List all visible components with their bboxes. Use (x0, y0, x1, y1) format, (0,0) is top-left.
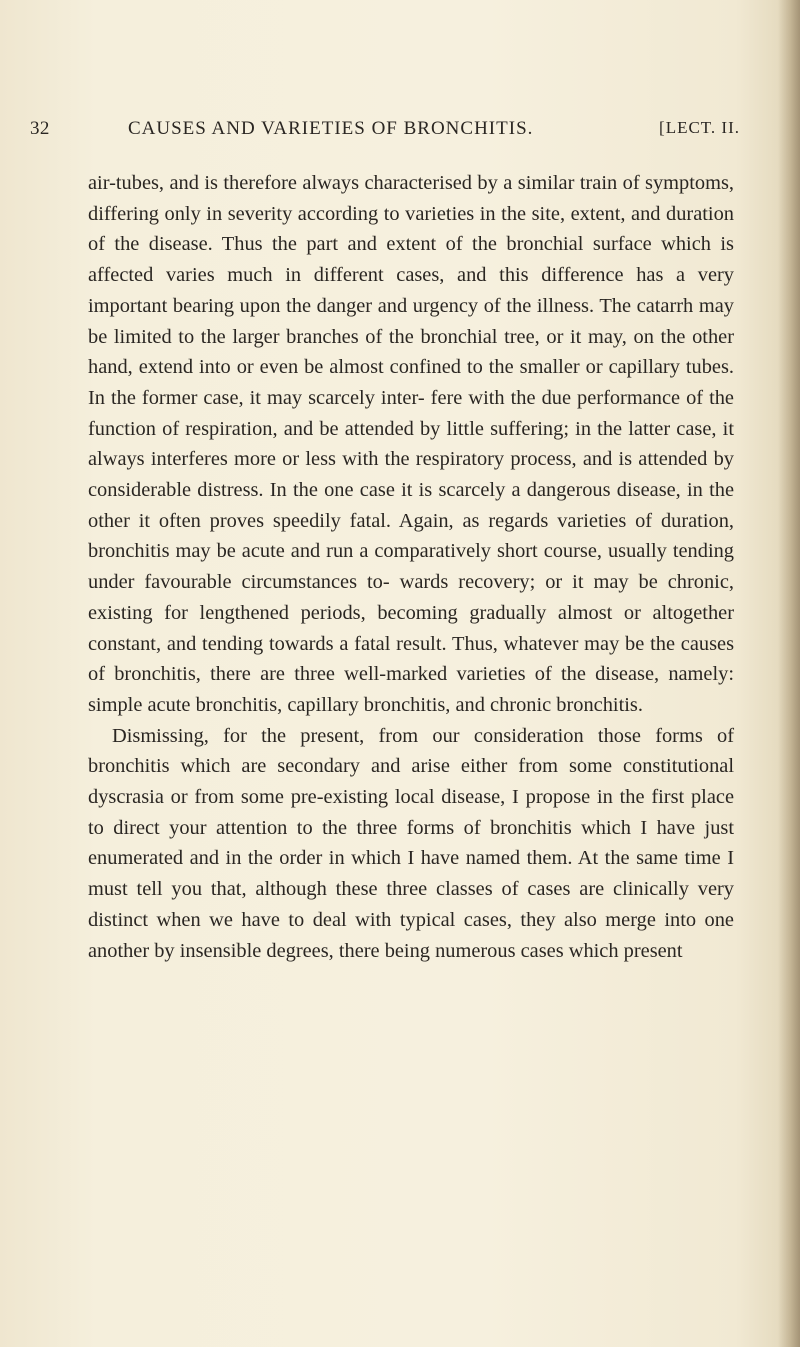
lecture-reference: [LECT. II. (659, 118, 740, 137)
running-title: CAUSES AND VARIETIES OF BRONCHITIS. (128, 118, 534, 139)
body-text (88, 168, 734, 966)
page-number: 32 (30, 118, 50, 139)
running-header (30, 118, 740, 146)
paragraph-2: Dismissing, for the present, from our consideration those forms of bronchitis which are secondary and arise either from some constitutional dyscrasia or from some pre-existing local disease, I propose in the first place to direct your attention to the three forms of bronchitis which I have just enumerated and in the order in which I have named them. At the same time I must tell you that, although these three classes of cases are clinically very distinct when we have to deal with typical cases, they also merge into one another by insensible degrees, there being numerous cases which present (88, 724, 734, 962)
paragraph-1: air-tubes, and is therefore always characterised by a similar train of symptoms, differing only in severity according to varieties in the site, extent, and duration of the disease. Thus the part and extent of the bronchial surface which is affected varies much in different cases, and this difference has a very important bearing upon the danger and urgency of the illness. The catarrh may be limited to the larger branches of the bronchial tree, or it may, on the other hand, extend into or even be almost confined to the smaller or capillary tubes. In the former case, it may scarcely inter- fere with the due performance of the function of respiration, and be attended by little suffering; in the latter case, it always interferes more or less with the respiratory process, and is attended by considerable distress. In the one case it is scarcely a dangerous disease, in the other it often proves speedily fatal. Again, as regards varieties of duration, bronchitis may be acute and run a comparatively short course, usually tending under favourable circumstances to- wards recovery; or it may be chronic, existing for lengthened periods, becoming gradually almost or altogether constant, and tending towards a fatal result. Thus, whatever may be the causes of bronchitis, there are three well-marked varieties of the disease, namely: simple acute bronchitis, capillary bronchitis, and chronic bronchitis. (88, 172, 734, 716)
page-edge-shadow (778, 0, 800, 1347)
